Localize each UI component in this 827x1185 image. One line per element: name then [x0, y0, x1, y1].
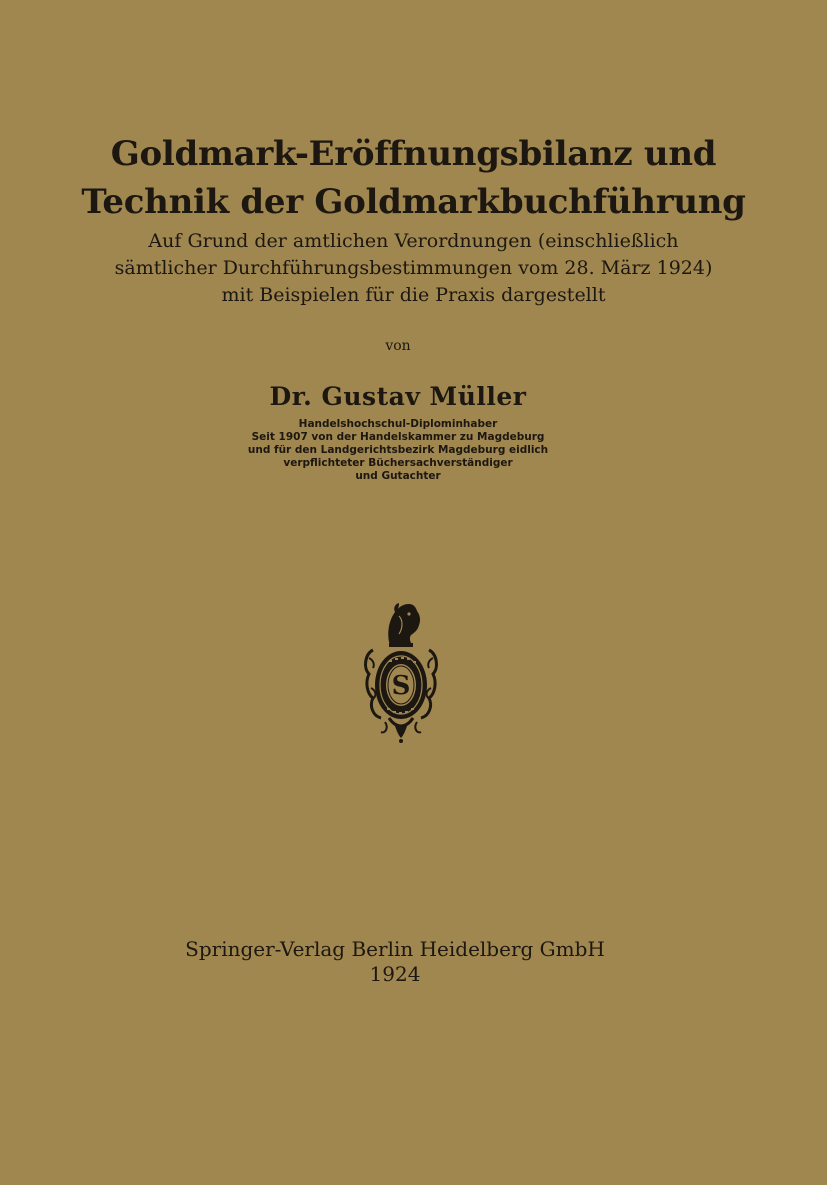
- credentials-line-1: Handelshochschul-Diplominhaber: [298, 418, 498, 430]
- title-line-2: Technik der Goldmarkbuchführung: [81, 182, 746, 222]
- credentials-line-5: und Gutachter: [355, 470, 441, 482]
- publisher-name: Springer-Verlag Berlin Heidelberg GmbH: [185, 937, 605, 961]
- springer-horse-emblem-icon: [359, 598, 443, 746]
- author-name: Dr. Gustav Müller: [269, 382, 527, 411]
- title-line-1: Goldmark-Eröffnungsbilanz und: [110, 134, 717, 174]
- subtitle-line-3: mit Beispielen für die Praxis dargestellt: [221, 284, 606, 306]
- logo-monogram: S: [391, 671, 411, 701]
- author-credentials: [0, 418, 796, 483]
- publication-year: 1924: [369, 962, 421, 986]
- publisher-block: [0, 937, 790, 987]
- credentials-line-2: Seit 1907 von der Handelskammer zu Magdeburg: [251, 431, 545, 443]
- subtitle-line-2: sämtlicher Durchführungsbestimmungen vom 28. März 1924): [114, 257, 713, 279]
- subtitle-line-1: Auf Grund der amtlichen Verordnungen (einschließlich: [148, 230, 679, 252]
- credentials-line-3: und für den Landgerichtsbezirk Magdeburg eidlich: [247, 444, 549, 456]
- by-label: von: [385, 338, 411, 354]
- book-title: [0, 130, 827, 226]
- book-subtitle: [0, 228, 827, 309]
- credentials-line-4: verpflichteter Büchersachverständiger: [283, 457, 513, 469]
